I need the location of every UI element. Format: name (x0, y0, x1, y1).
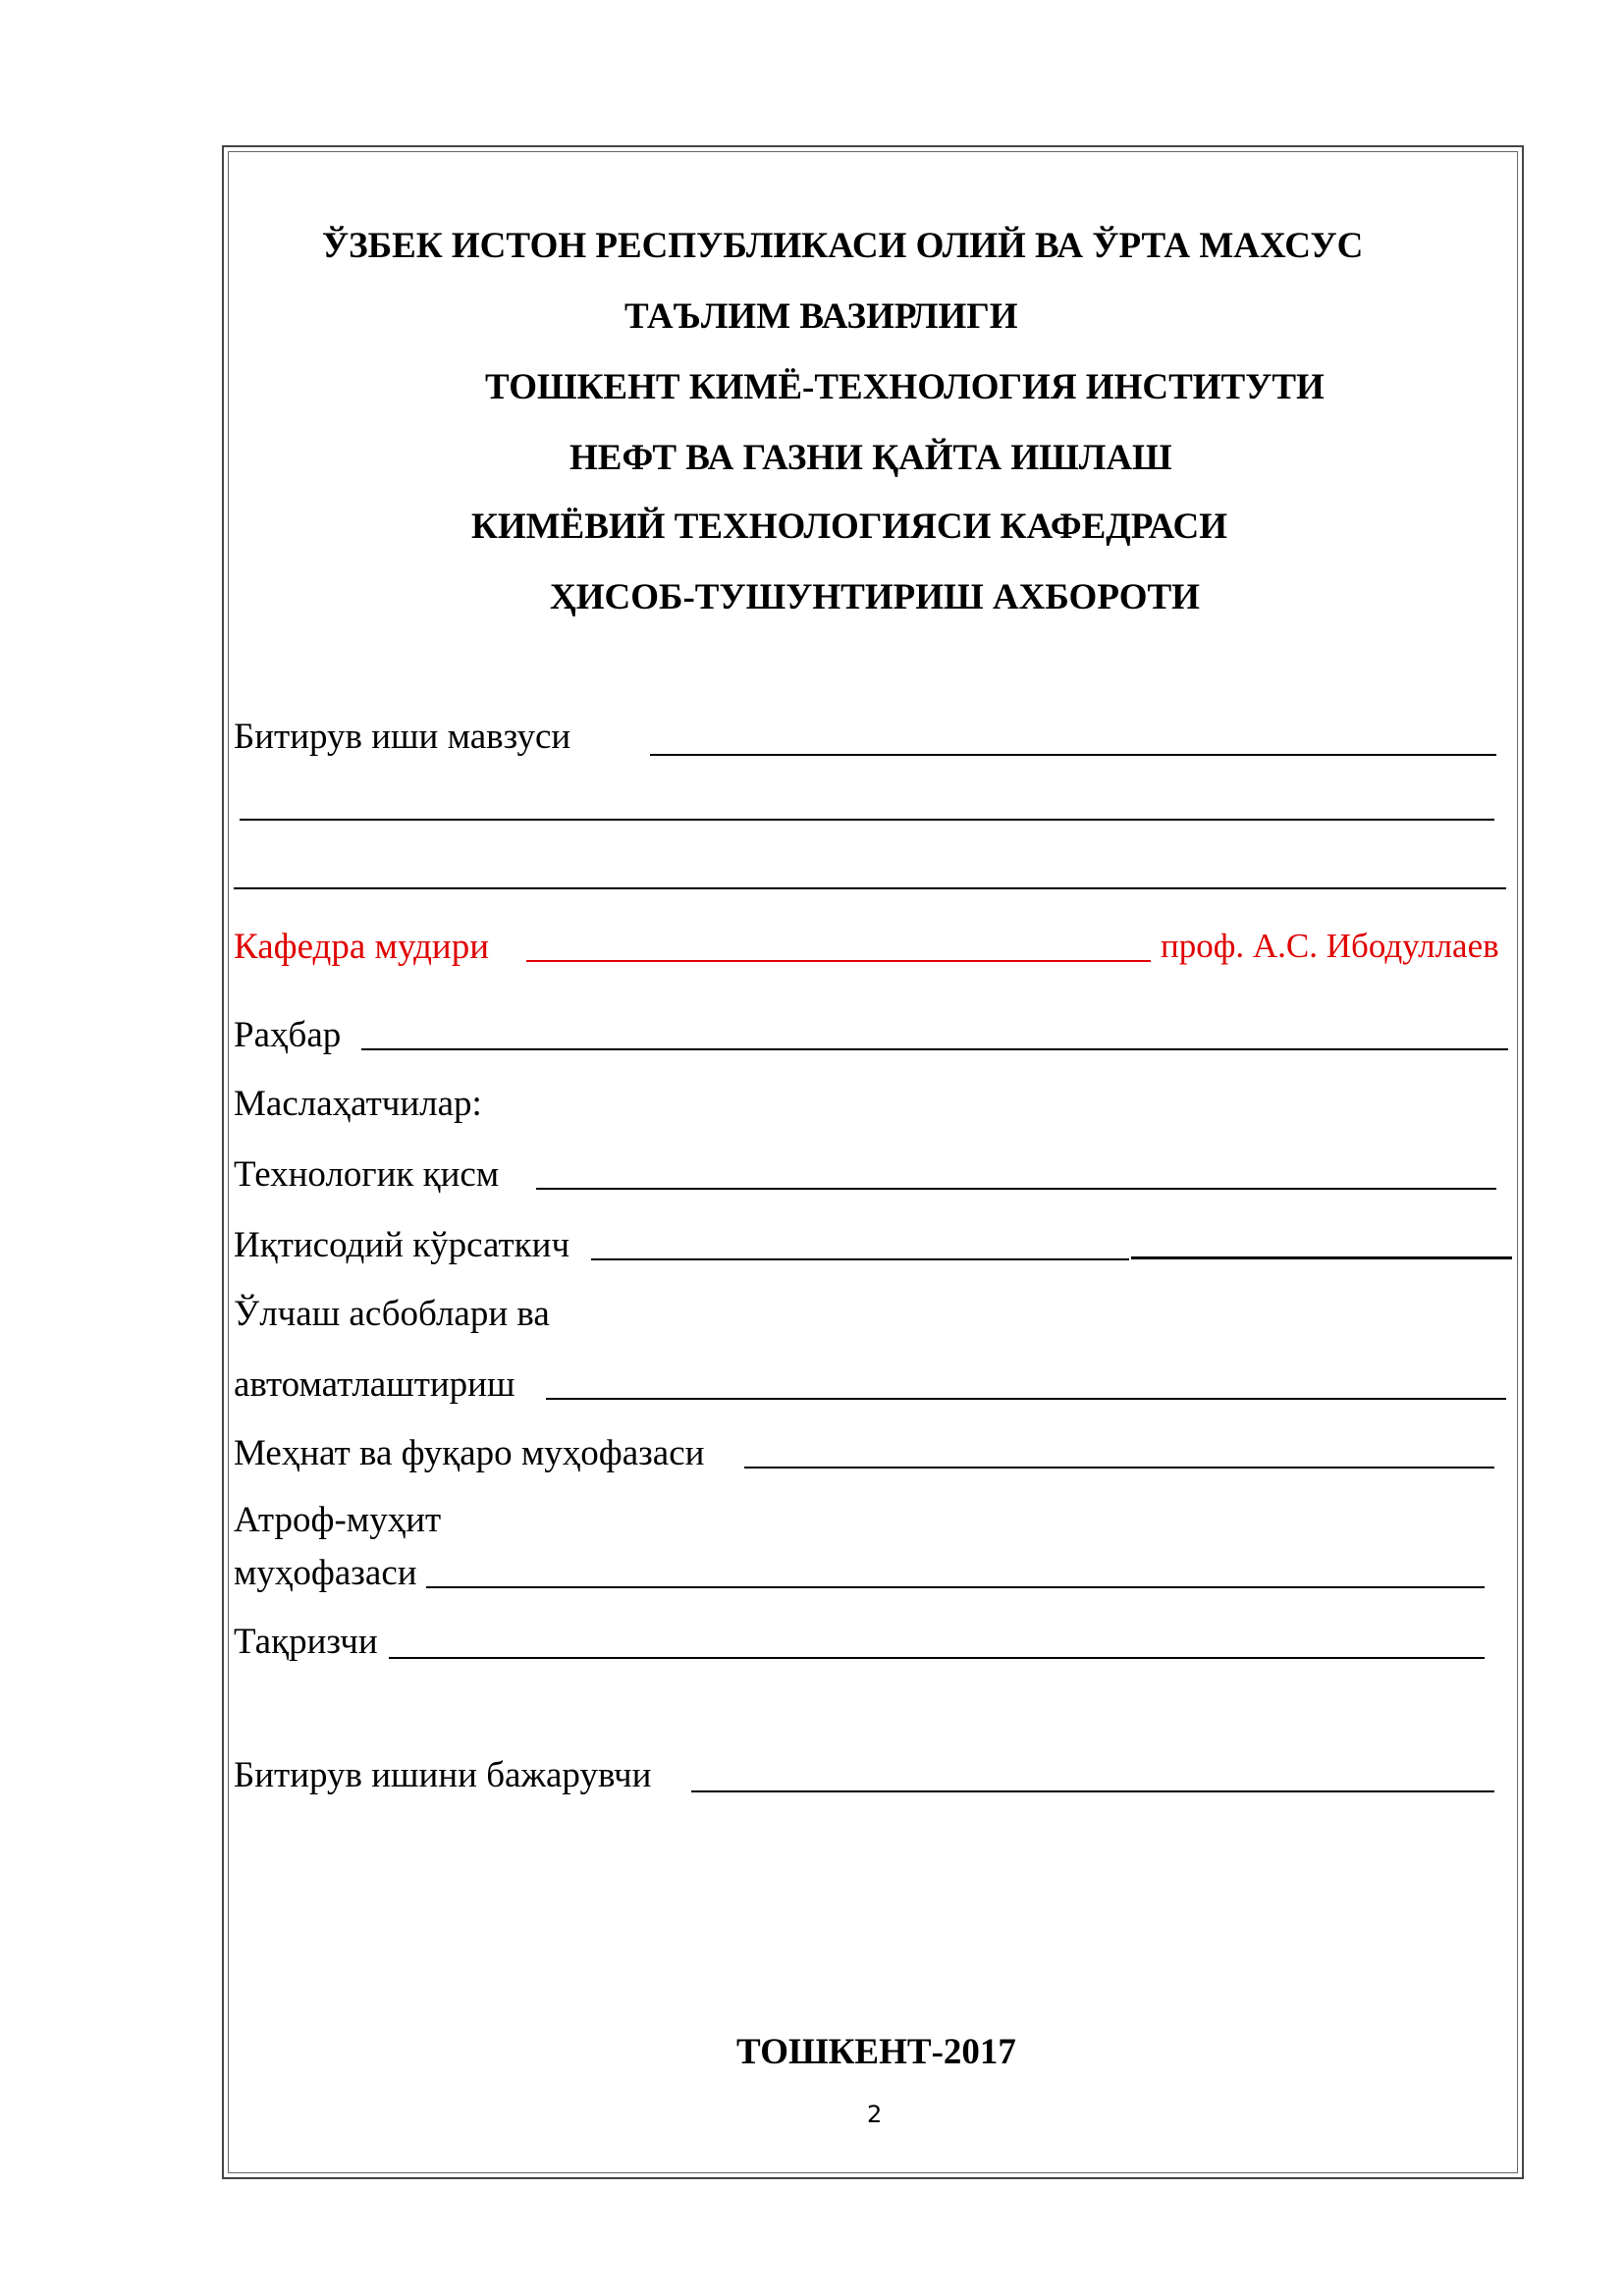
environment-label-2: муҳофазаси (234, 1553, 417, 1593)
topic-blank-3[interactable] (234, 887, 1506, 889)
reviewer-label: Тақризчи (234, 1622, 378, 1662)
environment-blank[interactable] (426, 1586, 1485, 1588)
header-line-ministry: ЎЗБЕК ИСТОН РЕСПУБЛИКАСИ ОЛИЙ ВА ЎРТА МАХСУС (322, 226, 1364, 266)
header-line-department-2: КИМЁВИЙ ТЕХНОЛОГИЯСИ КАФЕДРАСИ (471, 507, 1228, 547)
economic-indicator-label: Иқтисодий кўрсаткич (234, 1225, 570, 1265)
header-line-document-type: ҲИСОБ-ТУШУНТИРИШ АХБОРОТИ (550, 577, 1200, 617)
performer-label: Битирув ишини бажарувчи (234, 1755, 652, 1795)
topic-blank-1[interactable] (650, 754, 1496, 756)
environment-label-1: Атроф-муҳит (234, 1500, 442, 1540)
supervisor-blank[interactable] (361, 1048, 1508, 1050)
reviewer-blank[interactable] (389, 1657, 1485, 1659)
measuring-devices-blank[interactable] (546, 1398, 1506, 1400)
city-year: ТОШКЕНТ-2017 (736, 2032, 1016, 2072)
head-of-department-label: Кафедра мудири (234, 927, 490, 967)
header-line-department-1: НЕФТ ВА ГАЗНИ ҚАЙТА ИШЛАШ (569, 438, 1172, 478)
labor-protection-label: Меҳнат ва фуқаро муҳофазаси (234, 1433, 705, 1473)
performer-blank[interactable] (691, 1790, 1494, 1792)
header-line-ministry-cont: ТАЪЛИМ ВАЗИРЛИГИ (624, 296, 1018, 337)
topic-blank-2[interactable] (240, 819, 1494, 821)
technological-part-label: Технологик қисм (234, 1154, 500, 1195)
supervisor-label: Раҳбар (234, 1015, 342, 1055)
economic-indicator-blank-2[interactable] (1131, 1256, 1512, 1259)
page-number: 2 (867, 2101, 883, 2128)
consultants-label: Маслаҳатчилар: (234, 1084, 482, 1124)
head-of-department-signature-blank[interactable] (526, 960, 1151, 962)
topic-label: Битирув иши мавзуси (234, 717, 571, 757)
head-of-department-name: проф. А.С. Ибодуллаев (1161, 927, 1499, 965)
labor-protection-blank[interactable] (744, 1467, 1494, 1468)
economic-indicator-blank-1[interactable] (591, 1258, 1129, 1260)
technological-part-blank[interactable] (536, 1188, 1496, 1190)
measuring-devices-label-2: автоматлаштириш (234, 1364, 515, 1405)
header-line-institute: ТОШКЕНТ КИМЁ-ТЕХНОЛОГИЯ ИНСТИТУТИ (485, 367, 1325, 407)
measuring-devices-label-1: Ўлчаш асбоблари ва (234, 1294, 550, 1334)
